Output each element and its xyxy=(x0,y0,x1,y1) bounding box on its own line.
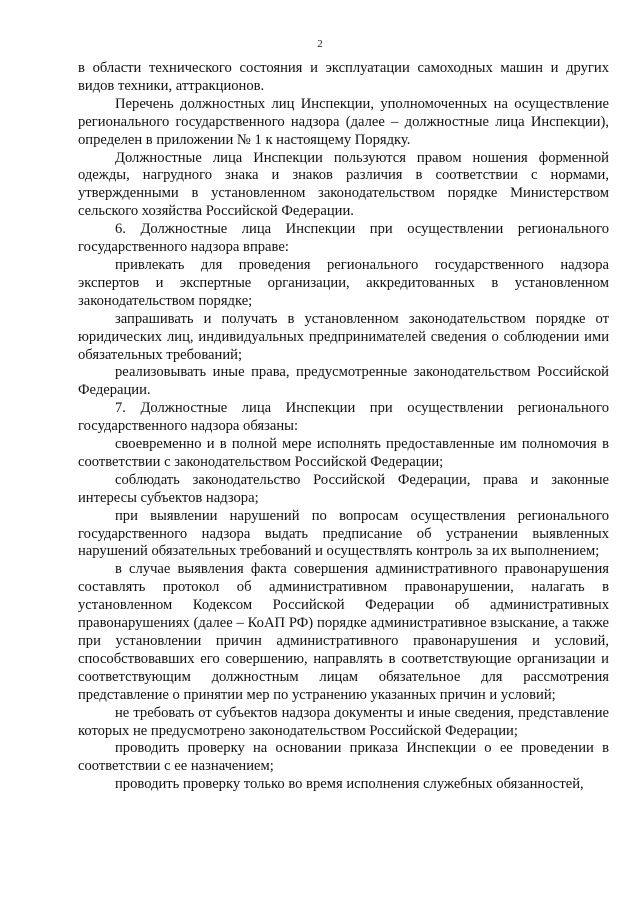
list-paragraph: проводить проверку только во время исполнения служебных обязанностей, xyxy=(115,776,584,793)
document-body xyxy=(78,60,609,794)
section-heading-paragraph: 6. Должностные лица Инспекции при осуществлении регионального государственного надзора вправе: xyxy=(78,221,609,256)
list-paragraph: запрашивать и получать в установленном законодательством порядке от юридических лиц, индивидуальных предпринимателей сведения о соблюдении ими обязательных требований; xyxy=(78,310,609,363)
list-paragraph: реализовывать иные права, предусмотренные законодательством Российской Федерации. xyxy=(78,364,609,399)
list-paragraph: проводить проверку на основании приказа Инспекции о ее проведении в соответствии с ее назначением; xyxy=(78,740,609,775)
paragraph: Перечень должностных лиц Инспекции, уполномоченных на осуществление регионального государственного надзора (далее – должностные лица Инспекции), определен в приложении № 1 к настоящему Порядку. xyxy=(78,95,609,148)
paragraph: в области технического состояния и эксплуатации самоходных машин и других видов техники, аттракционов. xyxy=(78,60,609,94)
paragraph: Должностные лица Инспекции пользуются правом ношения форменной одежды, нагрудного знака и знаков различия в соответствии с нормами, утвержденными в установленном законодательством порядке Министерством сельского хозяйства Российской Федерации. xyxy=(78,149,609,220)
list-paragraph: при выявлении нарушений по вопросам осуществления регионального государственного надзора выдать предписание об устранении выявленных нарушений обязательных требований и осуществлять контроль за их выполнением; xyxy=(78,507,609,560)
list-paragraph: соблюдать законодательство Российской Федерации, права и законные интересы субъектов надзора; xyxy=(78,471,609,506)
list-paragraph: своевременно и в полной мере исполнять предоставленные им полномочия в соответствии с законодательством Российской Федерации; xyxy=(78,436,609,470)
list-paragraph: в случае выявления факта совершения административного правонарушения составлять протокол об административном правонарушении, налагать в установленном Кодексом Российской Федерации об административных правонарушениях (далее – КоАП РФ) порядке административное взыскание, а также при установлении причин административного правонарушения и условий, способствовавших его совершению, направлять в соответствующие организации и соответствующим должностным лицам обязательное для рассмотрения представление о принятии мер по устранению указанных причин и условий; xyxy=(78,561,609,703)
page-number: 2 xyxy=(317,38,323,50)
list-paragraph: привлекать для проведения регионального государственного надзора экспертов и экспертные организации, аккредитованных в установленном законодательством порядке; xyxy=(78,256,609,309)
section-heading-paragraph: 7. Должностные лица Инспекции при осуществлении регионального государственного надзора обязаны: xyxy=(78,400,609,435)
list-paragraph: не требовать от субъектов надзора документы и иные сведения, представление которых не предусмотрено законодательством Российской Федерации; xyxy=(78,704,609,739)
